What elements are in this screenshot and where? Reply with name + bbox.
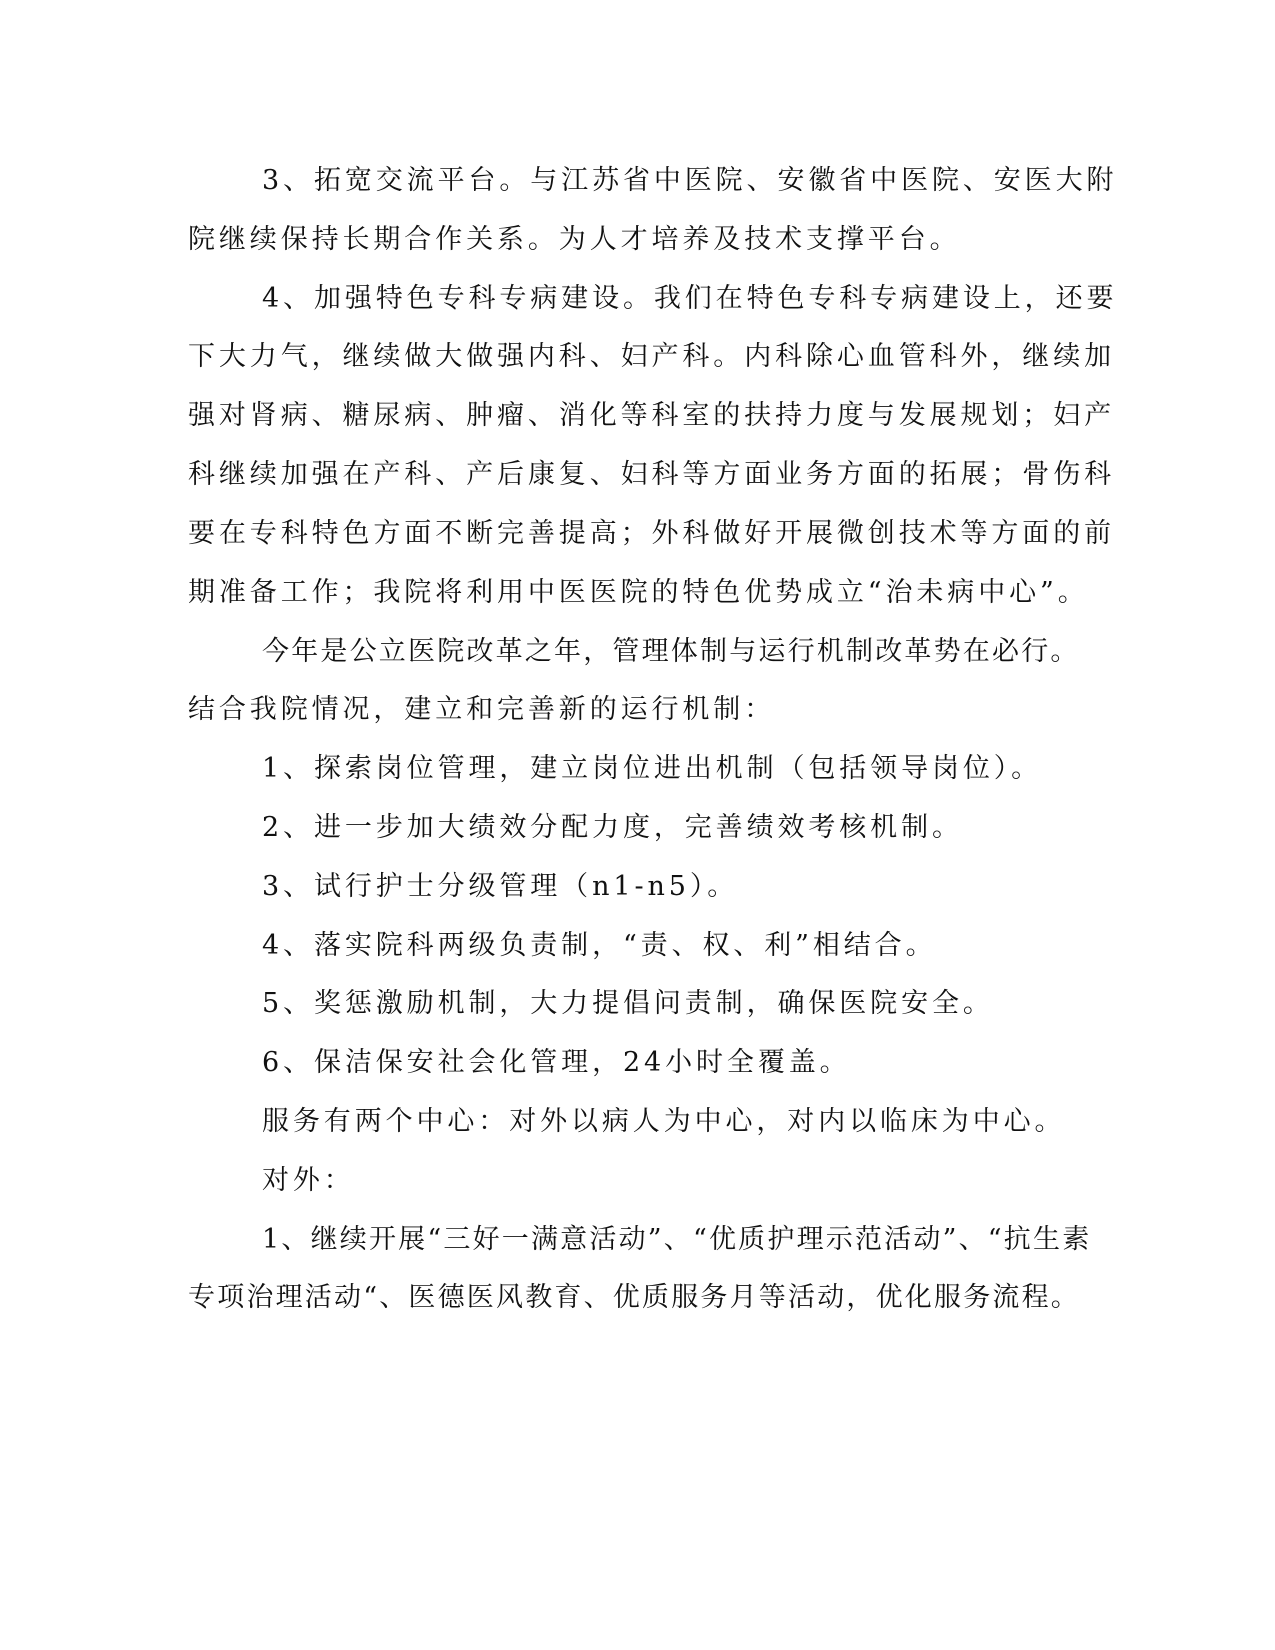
- paragraph-line: 服务有两个中心：对外以病人为中心，对内以临床为中心。: [262, 1106, 1066, 1137]
- list-item: 3、试行护士分级管理（n1-n5）。: [262, 871, 739, 902]
- paragraph-line: 科继续加强在产科、产后康复、妇科等方面业务方面的拓展；骨伤科: [188, 459, 1115, 490]
- list-item: 5、奖惩激励机制，大力提倡问责制，确保医院安全。: [262, 988, 994, 1019]
- paragraph-line: 下大力气，继续做大做强内科、妇产科。内科除心血管科外，继续加: [188, 341, 1115, 372]
- list-item: 1、探索岗位管理，建立岗位进出机制（包括领导岗位）。: [262, 753, 1043, 784]
- paragraph-line: 专项治理活动“、医德医风教育、优质服务月等活动，优化服务流程。: [188, 1282, 1081, 1313]
- section-label: 对外：: [262, 1165, 355, 1196]
- paragraph-line: 院继续保持长期合作关系。为人才培养及技术支撑平台。: [188, 224, 961, 255]
- list-item: 4、落实院科两级负责制，“责、权、利”相结合。: [262, 930, 937, 961]
- paragraph-line: 4、加强特色专科专病建设。我们在特色专科专病建设上，还要: [262, 283, 1118, 314]
- paragraph-line: 3、拓宽交流平台。与江苏省中医院、安徽省中医院、安医大附: [262, 165, 1118, 196]
- paragraph-line: 期准备工作；我院将利用中医医院的特色优势成立“治未病中心”。: [188, 577, 1089, 608]
- paragraph-line: 强对肾病、糖尿病、肿瘤、消化等科室的扶持力度与发展规划；妇产: [188, 400, 1115, 431]
- paragraph-line: 今年是公立医院改革之年，管理体制与运行机制改革势在必行。: [262, 636, 1080, 667]
- paragraph-line: 要在专科特色方面不断完善提高；外科做好开展微创技术等方面的前: [188, 518, 1115, 549]
- list-item: 2、进一步加大绩效分配力度，完善绩效考核机制。: [262, 812, 963, 843]
- list-item: 1、继续开展“三好一满意活动”、“优质护理示范活动”、“抗生素: [262, 1224, 1092, 1255]
- paragraph-line: 结合我院情况，建立和完善新的运行机制：: [188, 694, 776, 725]
- list-item: 6、保洁保安社会化管理，24小时全覆盖。: [262, 1047, 851, 1078]
